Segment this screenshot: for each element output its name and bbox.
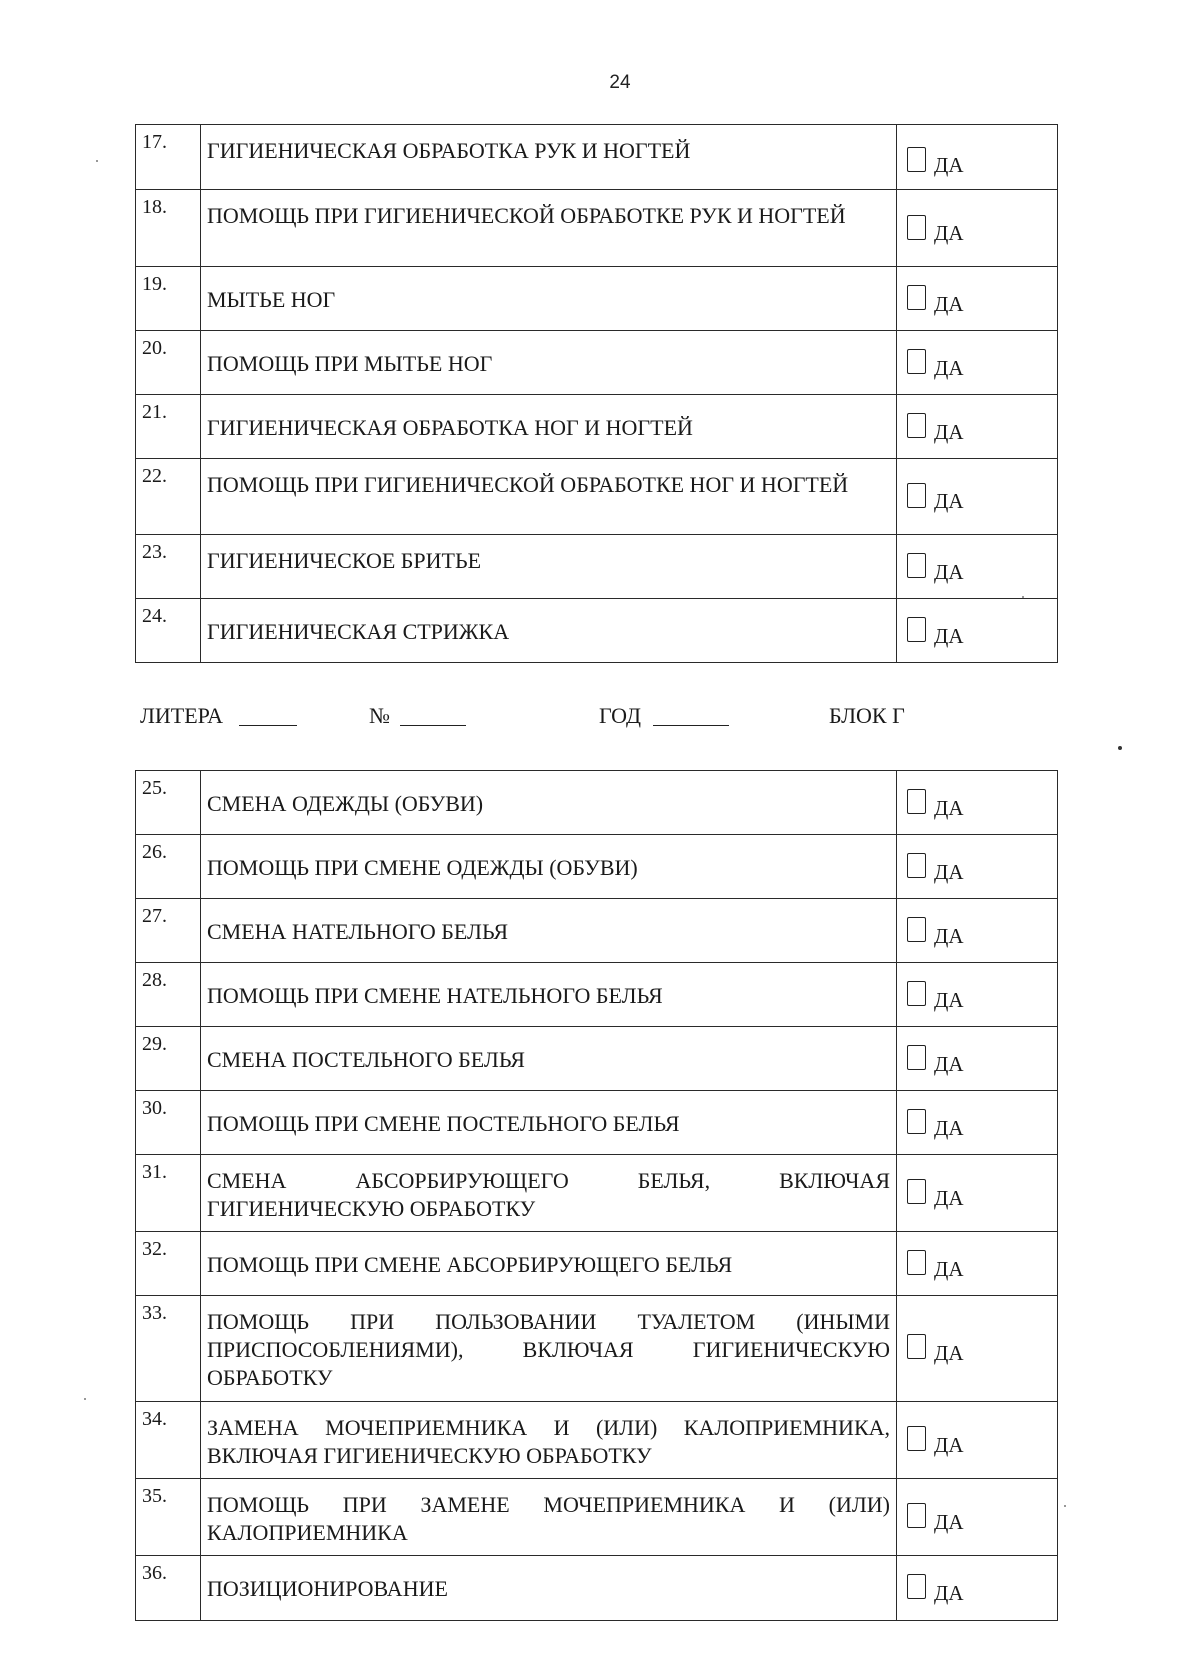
service-name: ГИГИЕНИЧЕСКАЯ ОБРАБОТКА РУК И НОГТЕЙ [201, 125, 897, 190]
row-number: 22. [136, 459, 201, 535]
checkbox-empty-icon[interactable] [907, 789, 926, 814]
yes-label: ДА [934, 796, 964, 820]
service-name: СМЕНА АБСОРБИРУЮЩЕГО БЕЛЬЯ, ВКЛЮЧАЯ ГИГИЕНИЧЕСКУЮ ОБРАБОТКУ [201, 1155, 897, 1232]
table-row [136, 331, 1058, 395]
service-name: ПОМОЩЬ ПРИ СМЕНЕ ПОСТЕЛЬНОГО БЕЛЬЯ [201, 1091, 897, 1155]
row-number: 33. [136, 1296, 201, 1402]
row-number: 29. [136, 1027, 201, 1091]
scan-speck [96, 160, 98, 162]
table-row [136, 395, 1058, 459]
checkbox-empty-icon[interactable] [907, 1179, 926, 1204]
checkbox-empty-icon[interactable] [907, 147, 926, 172]
yes-label: ДА [934, 988, 964, 1012]
checkbox-empty-icon[interactable] [907, 483, 926, 508]
yes-checkbox-cell[interactable] [897, 899, 1058, 963]
row-number: 19. [136, 267, 201, 331]
checkbox-empty-icon[interactable] [907, 349, 926, 374]
table-row [136, 771, 1058, 835]
table-row [136, 1402, 1058, 1479]
row-number: 36. [136, 1556, 201, 1621]
checkbox-empty-icon[interactable] [907, 1503, 926, 1528]
checkbox-empty-icon[interactable] [907, 1250, 926, 1275]
row-number: 24. [136, 599, 201, 663]
scan-speck [1118, 746, 1122, 750]
row-number: 26. [136, 835, 201, 899]
yes-checkbox-cell[interactable] [897, 1296, 1058, 1402]
checkbox-empty-icon[interactable] [907, 617, 926, 642]
service-name: ПОЗИЦИОНИРОВАНИЕ [201, 1556, 897, 1621]
yes-label: ДА [934, 153, 964, 177]
yes-checkbox-cell[interactable] [897, 125, 1058, 190]
checkbox-empty-icon[interactable] [907, 285, 926, 310]
page-number: 24 [609, 72, 631, 93]
service-name: СМЕНА НАТЕЛЬНОГО БЕЛЬЯ [201, 899, 897, 963]
table-row [136, 125, 1058, 190]
litera-blank[interactable] [239, 725, 297, 726]
service-name: ГИГИЕНИЧЕСКОЕ БРИТЬЕ [201, 535, 897, 599]
yes-checkbox-cell[interactable] [897, 771, 1058, 835]
table-row [136, 835, 1058, 899]
table-row [136, 1479, 1058, 1556]
service-name: СМЕНА ПОСТЕЛЬНОГО БЕЛЬЯ [201, 1027, 897, 1091]
service-name: МЫТЬЕ НОГ [201, 267, 897, 331]
yes-checkbox-cell[interactable] [897, 1232, 1058, 1296]
service-name: ПОМОЩЬ ПРИ ГИГИЕНИЧЕСКОЙ ОБРАБОТКЕ НОГ И НОГТЕЙ [201, 459, 897, 535]
year-label: ГОД [599, 703, 641, 728]
checkbox-empty-icon[interactable] [907, 917, 926, 942]
table-row [136, 1232, 1058, 1296]
yes-checkbox-cell[interactable] [897, 395, 1058, 459]
row-number: 21. [136, 395, 201, 459]
checkbox-empty-icon[interactable] [907, 853, 926, 878]
number-blank[interactable] [400, 725, 466, 726]
scan-speck [84, 1398, 86, 1400]
row-number: 23. [136, 535, 201, 599]
checkbox-empty-icon[interactable] [907, 215, 926, 240]
yes-checkbox-cell[interactable] [897, 1027, 1058, 1091]
row-number: 18. [136, 190, 201, 267]
yes-label: ДА [934, 221, 964, 245]
row-number: 27. [136, 899, 201, 963]
yes-checkbox-cell[interactable] [897, 267, 1058, 331]
yes-checkbox-cell[interactable] [897, 1556, 1058, 1621]
yes-checkbox-cell[interactable] [897, 331, 1058, 395]
checkbox-empty-icon[interactable] [907, 981, 926, 1006]
yes-label: ДА [934, 860, 964, 884]
services-table-bottom [135, 770, 1058, 1621]
yes-label: ДА [934, 420, 964, 444]
checkbox-empty-icon[interactable] [907, 413, 926, 438]
checkbox-empty-icon[interactable] [907, 1426, 926, 1451]
row-number: 32. [136, 1232, 201, 1296]
service-name: ПОМОЩЬ ПРИ ЗАМЕНЕ МОЧЕПРИЕМНИКА И (ИЛИ) КАЛОПРИЕМНИКА [201, 1479, 897, 1556]
table-row [136, 1296, 1058, 1402]
yes-label: ДА [934, 1433, 964, 1457]
service-name: ПОМОЩЬ ПРИ МЫТЬЕ НОГ [201, 331, 897, 395]
table-row [136, 1091, 1058, 1155]
yes-label: ДА [934, 1052, 964, 1076]
yes-checkbox-cell[interactable] [897, 963, 1058, 1027]
checkbox-empty-icon[interactable] [907, 1109, 926, 1134]
table-row [136, 1155, 1058, 1232]
yes-label: ДА [934, 924, 964, 948]
service-name: СМЕНА ОДЕЖДЫ (ОБУВИ) [201, 771, 897, 835]
table-row [136, 963, 1058, 1027]
service-name: ПОМОЩЬ ПРИ СМЕНЕ НАТЕЛЬНОГО БЕЛЬЯ [201, 963, 897, 1027]
yes-label: ДА [934, 1510, 964, 1534]
yes-checkbox-cell[interactable] [897, 599, 1058, 663]
checkbox-empty-icon[interactable] [907, 1334, 926, 1359]
yes-checkbox-cell[interactable] [897, 1155, 1058, 1232]
scan-speck [1022, 596, 1024, 598]
yes-label: ДА [934, 489, 964, 513]
service-name: ПОМОЩЬ ПРИ ПОЛЬЗОВАНИИ ТУАЛЕТОМ (ИНЫМИ ПРИСПОСОБЛЕНИЯМИ), ВКЛЮЧАЯ ГИГИЕНИЧЕСКУЮ ОБРАБОТКУ [201, 1296, 897, 1402]
yes-checkbox-cell[interactable] [897, 535, 1058, 599]
table-row [136, 1027, 1058, 1091]
yes-checkbox-cell[interactable] [897, 1402, 1058, 1479]
table-row [136, 599, 1058, 663]
yes-label: ДА [934, 560, 964, 584]
scan-speck [1064, 1505, 1066, 1507]
yes-checkbox-cell[interactable] [897, 1091, 1058, 1155]
yes-checkbox-cell[interactable] [897, 190, 1058, 267]
yes-label: ДА [934, 1581, 964, 1605]
row-number: 17. [136, 125, 201, 190]
service-name: ПОМОЩЬ ПРИ СМЕНЕ АБСОРБИРУЮЩЕГО БЕЛЬЯ [201, 1232, 897, 1296]
yes-checkbox-cell[interactable] [897, 459, 1058, 535]
table-row [136, 1556, 1058, 1621]
block-label: БЛОК Г [829, 703, 905, 728]
checkbox-empty-icon[interactable] [907, 553, 926, 578]
year-blank[interactable] [653, 725, 729, 726]
checkbox-empty-icon[interactable] [907, 1045, 926, 1070]
row-number: 35. [136, 1479, 201, 1556]
checkbox-empty-icon[interactable] [907, 1574, 926, 1599]
yes-checkbox-cell[interactable] [897, 835, 1058, 899]
yes-label: ДА [934, 292, 964, 316]
table-row [136, 190, 1058, 267]
table-row [136, 459, 1058, 535]
litera-label: ЛИТЕРА [140, 703, 223, 728]
block-header-line [140, 703, 960, 733]
service-name: ПОМОЩЬ ПРИ СМЕНЕ ОДЕЖДЫ (ОБУВИ) [201, 835, 897, 899]
yes-checkbox-cell[interactable] [897, 1479, 1058, 1556]
yes-label: ДА [934, 1257, 964, 1281]
service-name: ПОМОЩЬ ПРИ ГИГИЕНИЧЕСКОЙ ОБРАБОТКЕ РУК И НОГТЕЙ [201, 190, 897, 267]
row-number: 20. [136, 331, 201, 395]
table-row [136, 535, 1058, 599]
yes-label: ДА [934, 356, 964, 380]
service-name: ЗАМЕНА МОЧЕПРИЕМНИКА И (ИЛИ) КАЛОПРИЕМНИКА, ВКЛЮЧАЯ ГИГИЕНИЧЕСКУЮ ОБРАБОТКУ [201, 1402, 897, 1479]
number-label: № [369, 703, 390, 728]
row-number: 31. [136, 1155, 201, 1232]
yes-label: ДА [934, 1186, 964, 1210]
yes-label: ДА [934, 624, 964, 648]
yes-label: ДА [934, 1116, 964, 1140]
row-number: 30. [136, 1091, 201, 1155]
table-row [136, 267, 1058, 331]
row-number: 28. [136, 963, 201, 1027]
service-name: ГИГИЕНИЧЕСКАЯ ОБРАБОТКА НОГ И НОГТЕЙ [201, 395, 897, 459]
yes-label: ДА [934, 1341, 964, 1365]
services-table-top [135, 124, 1058, 663]
row-number: 25. [136, 771, 201, 835]
service-name: ГИГИЕНИЧЕСКАЯ СТРИЖКА [201, 599, 897, 663]
table-row [136, 899, 1058, 963]
row-number: 34. [136, 1402, 201, 1479]
